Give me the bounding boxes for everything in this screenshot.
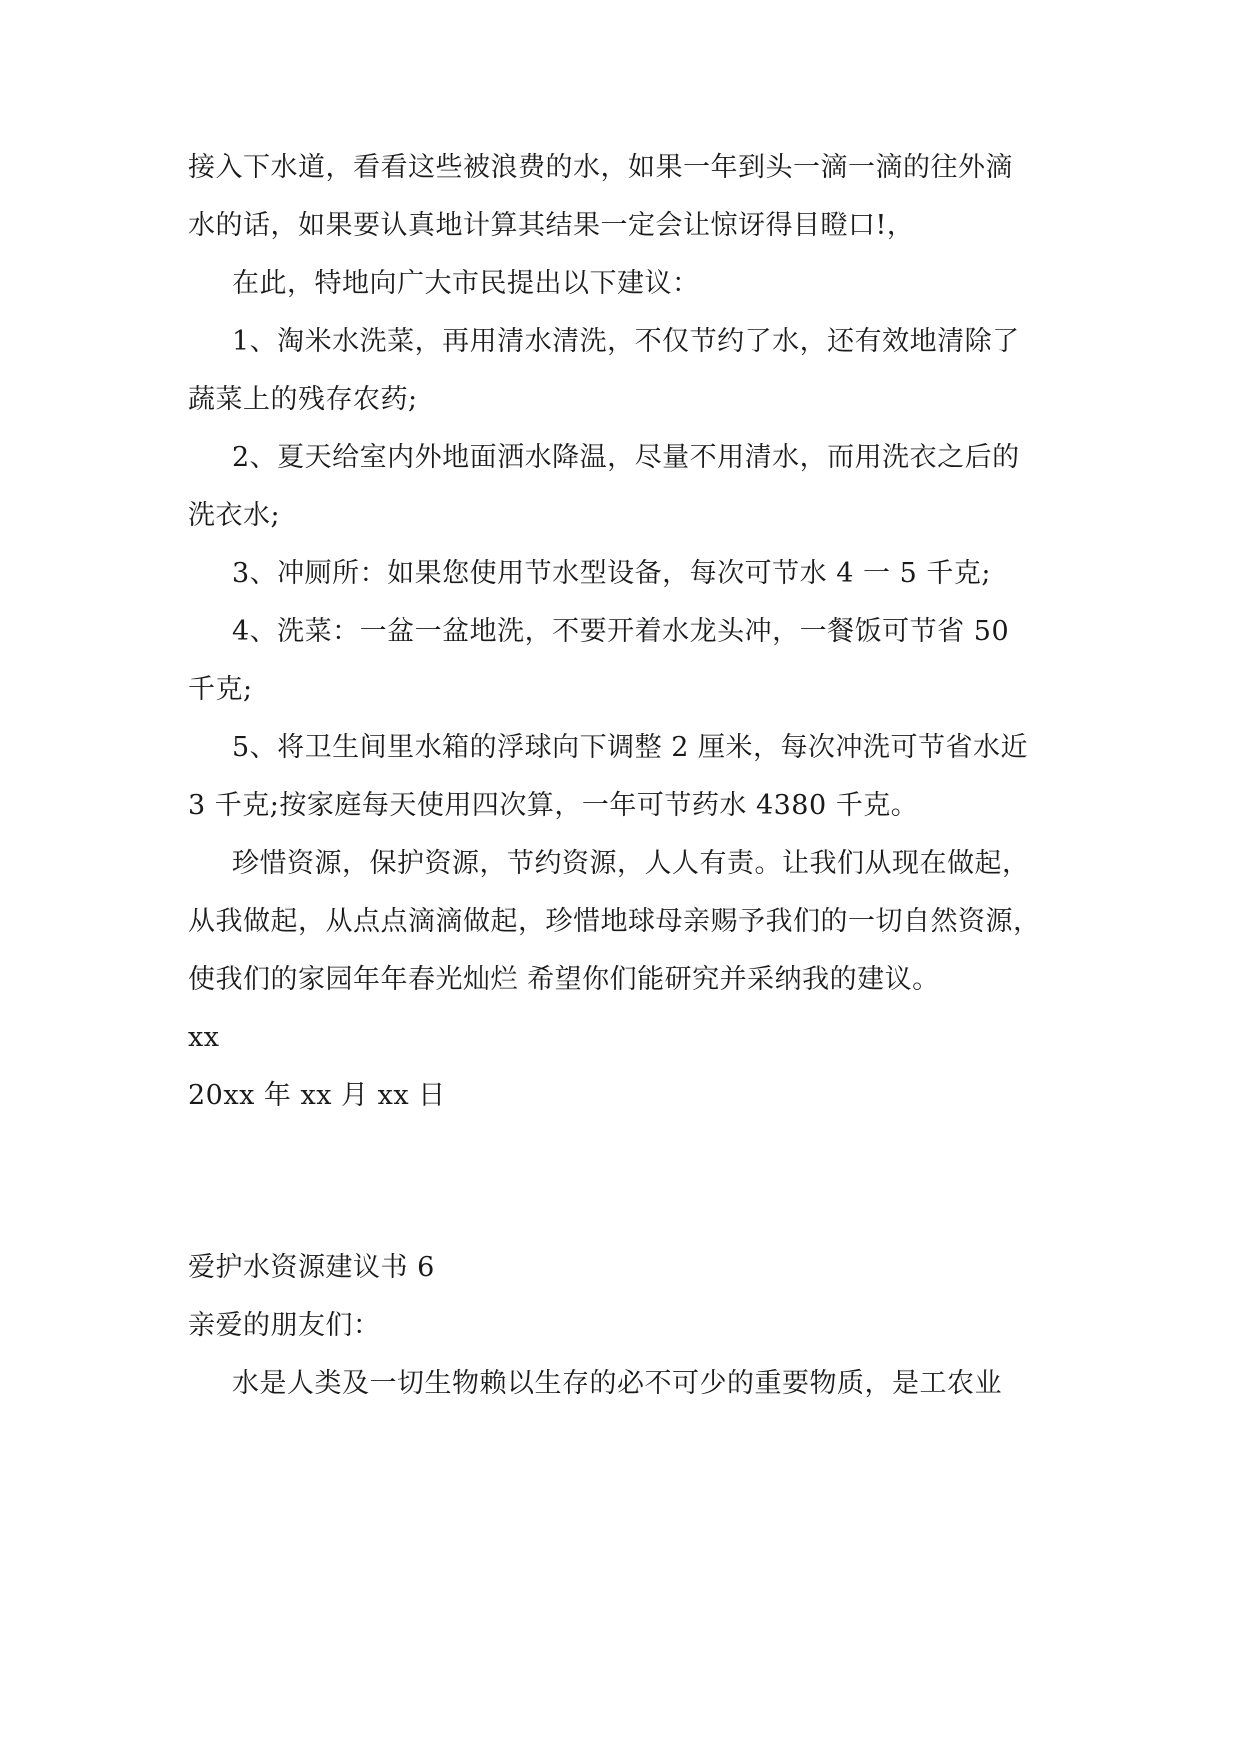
body-line-11: 5、将卫生间里水箱的浮球向下调整 2 厘米，每次冲洗可节省水近 bbox=[232, 732, 1029, 763]
date: 20xx 年 xx 月 xx 日 bbox=[188, 1080, 446, 1111]
body-line-2: 水的话，如果要认真地计算其结果一定会让惊讶得目瞪口!， bbox=[188, 210, 915, 241]
section-title: 爱护水资源建议书 6 bbox=[188, 1252, 435, 1283]
body-line-next: 水是人类及一切生物赖以生存的必不可少的重要物质，是工农业 bbox=[232, 1368, 1002, 1399]
body-line-10: 千克; bbox=[188, 674, 253, 705]
body-line-13: 珍惜资源，保护资源，节约资源，人人有责。让我们从现在做起， bbox=[232, 848, 1030, 879]
body-line-7: 洗衣水; bbox=[188, 500, 281, 531]
body-line-5: 蔬菜上的残存农药; bbox=[188, 384, 418, 415]
body-line-9: 4、洗菜：一盆一盆地洗，不要开着水龙头冲，一餐饭可节省 50 bbox=[232, 616, 1010, 647]
body-line-6: 2、夏天给室内外地面洒水降温，尽量不用清水，而用洗衣之后的 bbox=[232, 442, 1020, 473]
body-line-14: 从我做起，从点点滴滴做起，珍惜地球母亲赐予我们的一切自然资源， bbox=[188, 906, 1041, 937]
body-line-4: 1、淘米水洗菜，再用清水清洗，不仅节约了水，还有效地清除了 bbox=[232, 326, 1020, 357]
body-line-12: 3 千克;按家庭每天使用四次算，一年可节药水 4380 千克。 bbox=[188, 790, 919, 821]
signature: xx bbox=[188, 1022, 220, 1053]
body-line-3: 在此，特地向广大市民提出以下建议： bbox=[232, 268, 700, 299]
body-line-1: 接入下水道，看看这些被浪费的水，如果一年到头一滴一滴的往外滴 bbox=[188, 152, 1013, 183]
body-line-8: 3、冲厕所：如果您使用节水型设备，每次可节水 4 一 5 千克; bbox=[232, 558, 991, 589]
body-line-15: 使我们的家园年年春光灿烂 希望你们能研究并采纳我的建议。 bbox=[188, 964, 940, 995]
salutation: 亲爱的朋友们： bbox=[188, 1310, 381, 1341]
